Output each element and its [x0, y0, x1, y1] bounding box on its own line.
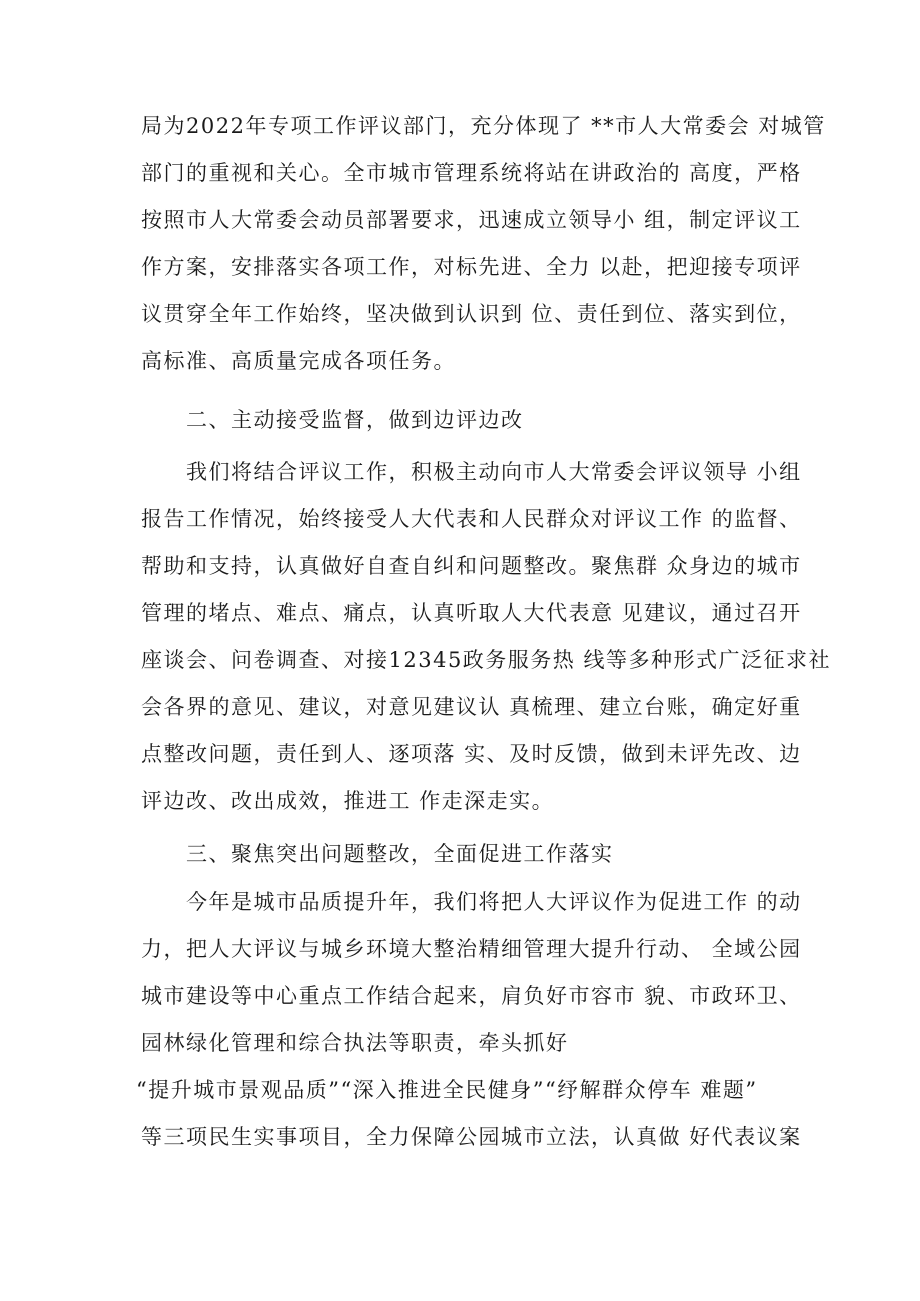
paragraph-line-17: 城市建设等中心重点工作结合起来，肩负好市容市 貌、市政环卫、 [141, 984, 802, 1008]
paragraph-line-16: 力，把人大评议与城乡环境大整治精细管理大提升行动、 全域公园 [141, 937, 802, 961]
section-heading-3: 三、聚焦突出问题整改，全面促进工作落实 [186, 842, 614, 866]
paragraph-line-20: 等三项民生实事项目，全力保障公园城市立法，认真做 好代表议案 [141, 1125, 802, 1149]
paragraph-line-9: 帮助和支持，认真做好自查自纠和问题整改。聚焦群 众身边的城市 [141, 554, 802, 578]
paragraph-line-15: 今年是城市品质提升年，我们将把人大评议作为促进工作 的动 [186, 890, 802, 914]
paragraph-line-6: 高标准、高质量完成各项任务。 [141, 349, 456, 373]
paragraph-line-10: 管理的堵点、难点、痛点，认真听取人大代表意 见建议，通过召开 [141, 601, 802, 625]
paragraph-line-19: “提升城市景观品质”“深入推进全民健身”“纾解群众停车 难题” [136, 1078, 758, 1102]
paragraph-line-5: 议贯穿全年工作始终，坚决做到认识到 位、责任到位、落实到位， [141, 302, 802, 326]
paragraph-line-7: 我们将结合评议工作，积极主动向市人大常委会评议领导 小组 [186, 460, 802, 484]
paragraph-line-3: 按照市人大常委会动员部署要求，迅速成立领导小 组，制定评议工 [141, 208, 802, 232]
paragraph-line-13: 点整改问题，责任到人、逐项落 实、及时反馈，做到未评先改、边 [141, 742, 802, 766]
section-heading-2: 二、主动接受监督，做到边评边改 [186, 408, 524, 432]
paragraph-line-18: 园林绿化管理和综合执法等职责，牵头抓好 [141, 1031, 569, 1055]
paragraph-line-12: 会各界的意见、建议，对意见建议认 真梳理、建立台账，确定好重 [141, 695, 802, 719]
paragraph-line-4: 作方案，安排落实各项工作，对标先进、全力 以赴，把迎接专项评 [141, 255, 802, 279]
paragraph-line-11: 座谈会、问卷调查、对接12345政务服务热 线等多种形式广泛征求社 [141, 648, 831, 672]
paragraph-line-1: 局为2022年专项工作评议部门，充分体现了 **市人大常委会 对城管 [141, 114, 826, 138]
paragraph-line-2: 部门的重视和关心。全市城市管理系统将站在讲政治的 高度，严格 [141, 161, 802, 185]
paragraph-line-14: 评边改、改出成效，推进工 作走深走实。 [141, 789, 555, 813]
paragraph-line-8: 报告工作情况，始终接受人大代表和人民群众对评议工作 的监督、 [141, 507, 802, 531]
